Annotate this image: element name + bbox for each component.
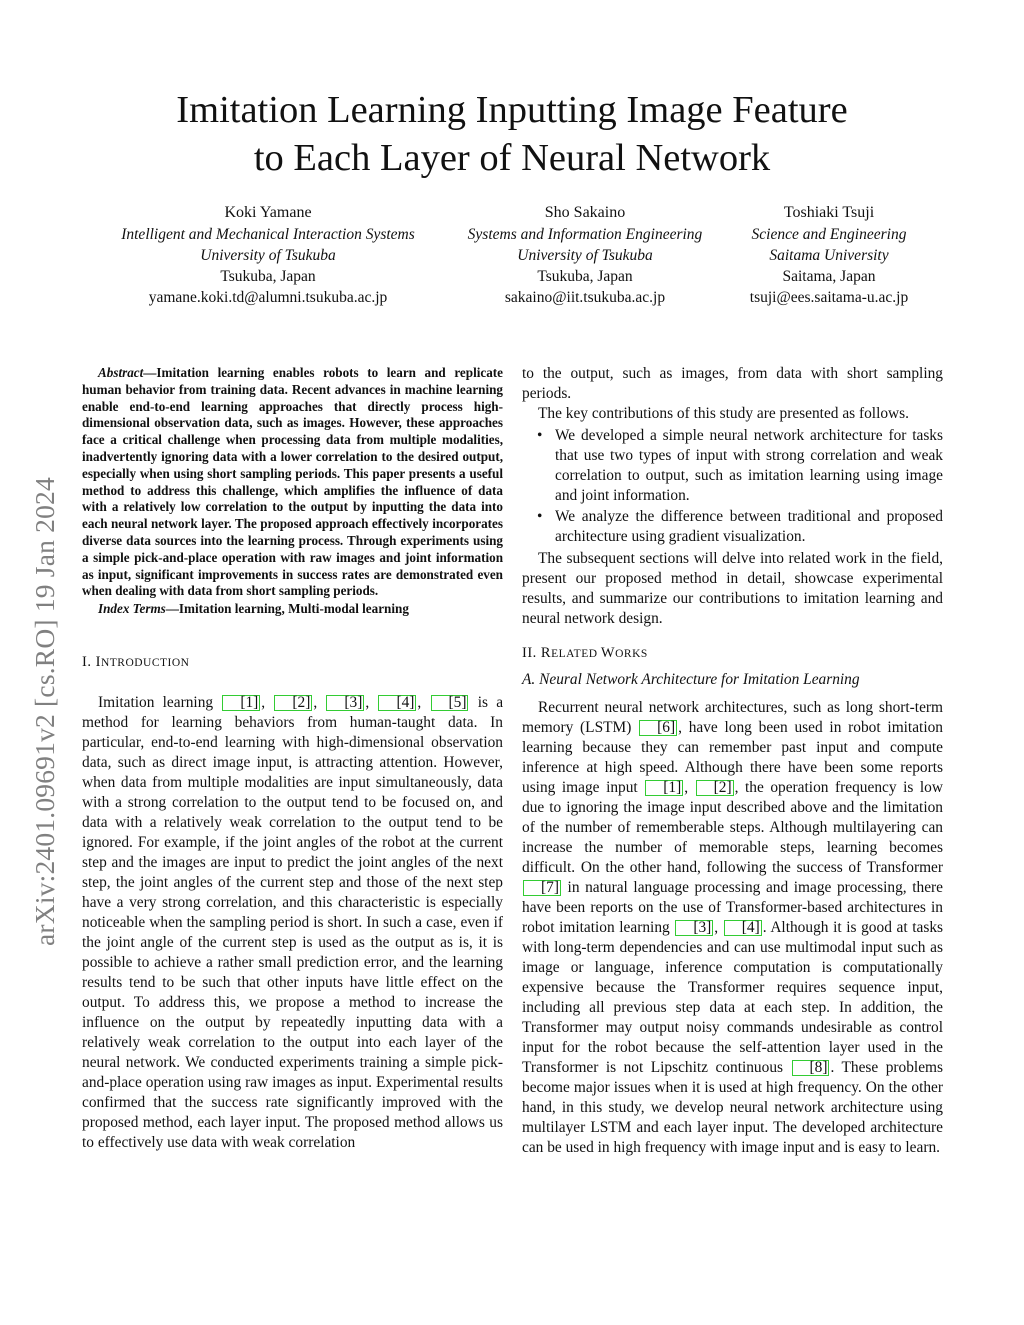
author-email: tsuji@ees.saitama-u.ac.jp: [749, 289, 909, 306]
index-terms-text: —Imitation learning, Multi-modal learning: [165, 601, 409, 617]
related-works-paragraph: Recurrent neural network architectures, such as long short-term memory (LSTM) [6] , have long been used in robot imitation learning because they can remember past input and compute inference at high speed. Although there have been some reports using image input [1] , [2] , the operation frequency is low due to ignoring the image input described above and the limitation of the number of rememberable steps. Although multilayering can increase the number of memorable steps, learning becomes difficult. On the other hand, following the success of Transformer [7] in natural language processing and image processing, there have been reports on the use of Transformer-based architectures in robot imitation learning [3] , [4] . Although it is good at tasks with long-term dependencies and can use multimodal input such as image or language, inference computation is computationally expensive because the Transformer requires sequence input, including all previous step data at each step. In addition, the Transformer may output noisy commands undesirable as control input for the robot because the self-attention layer used in the Transformer is not Lipschitz continuous [8] . These problems become major issues when it is used at high frequency. On the other hand, in this study, we develop neural network architecture using multilayer LSTM and each layer input. The developed architecture can be used in high frequency with image input and is easy to learn.: [522, 699, 944, 1156]
bullet-icon: •: [537, 508, 543, 525]
citation-6[interactable]: [6]: [638, 719, 678, 736]
intro-paragraph-1-continued: to the output, such as images, from data with short sampling periods.: [522, 365, 943, 402]
citation-7[interactable]: [7]: [522, 879, 562, 896]
paper-title-line-1: Imitation Learning Inputting Image Feature: [176, 89, 848, 131]
citation-3[interactable]: [3]: [325, 694, 365, 711]
citation-8[interactable]: [8]: [791, 1059, 831, 1076]
intro-paragraph-1-body: is a method for learning behaviors from human-taught data. In particular, end-to-end learning with high-dimensional observation data, such as direct image input, is attracting attention. However, when data from multiple modalities are input simultaneously, data with a strong correlation to the output tend to be focused on, and data with a relatively weak correlation to the output tend to be ignored. For example, if the joint angles of the robot at the current step and the images are input to predict the joint angles of the next step, the joint angles of the current step and those of the next step have a very strong correlation, and this characteristic is especially noticeable when the sampling period is short. In such a case, even if the joint angle of the current step is used as the output as is, it is possible to achieve a rather small prediction error, and the learning results tend to be such that other inputs have little effect on the output. To address this, we propose a method to increase the influence on the output by repeatedly inputting data with a relatively weak correlation to the output into each layer of the neural network. We conducted experiments training a simple pick-and-place operation using raw images as input. Experimental results confirmed that the success rate significantly improved with the proposed method, each layer input. The proposed method allows us to effectively use data with weak correlation: [82, 693, 504, 1151]
contributions-list: [522, 426, 943, 547]
citation-2[interactable]: [2]: [695, 779, 735, 796]
paper-title: [100, 86, 924, 182]
section-title-rest: NTRODUCTION: [100, 656, 190, 669]
paper-title-line-2: to Each Layer of Neural Network: [253, 137, 771, 179]
citation-4[interactable]: [4]: [377, 694, 417, 711]
right-column: [522, 364, 943, 1158]
section-heading-introduction: [82, 652, 503, 673]
index-terms-label: Index Terms: [98, 601, 166, 617]
section-title-rest: ORKS: [615, 648, 648, 660]
section-number: II.: [522, 645, 541, 661]
abstract-text: —Imitation learning enables robots to learn and replicate human behavior from training data. Recent advances in machine learning enable end-to-end learning approaches that directly process high-dimensional observation data, such as images. However, these approaches face a critical challenge when processing data from multiple modalities, inadvertently ignoring data with a lower correlation to the desired output, especially when using short sampling periods. This paper presents a useful method to address this challenge, which amplifies the influence of data with a relatively low correlation to the output by inputting the data into each neural network layer. The proposed approach effectively incorporates diverse data sources into the learning process. Through experiments using a simple pick-and-place operation with raw images and joint information as input, significant improvements in success rates are demonstrated even when dealing with data from short sampling periods.: [82, 365, 503, 599]
intro-lead: Imitation learning: [98, 693, 222, 711]
author-location: Saitama, Japan: [782, 268, 876, 285]
citation-1[interactable]: [1]: [221, 694, 261, 711]
intro-paragraph-2: The key contributions of this study are presented as follows.: [538, 405, 910, 422]
arxiv-identifier: arXiv:2401.09691v2 [cs.RO] 19 Jan 2024: [29, 477, 60, 946]
author-department: Intelligent and Mechanical Interaction Systems: [121, 226, 415, 243]
subsection-heading: A. Neural Network Architecture for Imitation Learning: [522, 671, 860, 688]
contribution-item: • We developed a simple neural network architecture for tasks that use two types of input with strong correlation and weak correlation to output, such as imitation learning using image and joint information.: [537, 427, 943, 504]
abstract-label: Abstract: [98, 365, 144, 380]
citation-1[interactable]: [1]: [644, 779, 684, 796]
section-heading-related-works: [522, 643, 943, 664]
citation-2[interactable]: [2]: [273, 694, 313, 711]
author-university: University of Tsukuba: [517, 247, 653, 264]
section-title-initial: R: [540, 645, 552, 661]
author-block-2: [448, 202, 722, 308]
intro-paragraph-1: Imitation learning [1] , [2] , [3] , [4] , [5] is a method for learning behaviors from human-taught data. In particular, end-to-end learning with high-dimensional observation data, such as direct image input, is attracting attention. However, when data from multiple modalities are input simultaneously, data with a strong correlation to the output tend to be focused on, and data with a relatively weak correlation to the output tend to be ignored. For example, if the joint angles of the robot at the current step and the images are input to predict the joint angles of the next step, the joint angles of the current step and those of the next step have a very strong correlation, and this characteristic is especially noticeable when the sampling period is short. In such a case, even if the joint angle of the current step is used as the output as is, it is possible to achieve a rather small prediction error, and the learning results tend to be such that other inputs have little effect on the output. To address this, we propose a method to increase the influence on the output by repeatedly inputting data with a relatively weak correlation to the output into each layer of the neural network. We conducted experiments training a simple pick-and-place operation using raw images as input. Experimental results confirmed that the success rate significantly improved with the proposed method, each layer input. The proposed method allows us to effectively use data with weak correlation: [82, 693, 504, 1151]
author-email: sakaino@iit.tsukuba.ac.jp: [504, 289, 666, 306]
intro-paragraph-3: The subsequent sections will delve into related work in the field, present our proposed method in detail, showcase experimental results, and summarize our contributions to imitation learning and neural network design.: [522, 550, 943, 627]
contribution-item: • We analyze the difference between traditional and proposed architecture using gradient visualization.: [537, 508, 943, 545]
author-location: Tsukuba, Japan: [537, 268, 633, 285]
author-block-3: [732, 202, 926, 308]
author-department: Systems and Information Engineering: [467, 226, 703, 243]
author-block-1: [96, 202, 440, 308]
citation-4[interactable]: [4]: [723, 919, 763, 936]
author-name: Koki Yamane: [224, 204, 312, 221]
author-name: Toshiaki Tsuji: [783, 204, 875, 221]
author-location: Tsukuba, Japan: [220, 268, 316, 285]
section-number: I.: [82, 653, 96, 670]
section-title-initial: I: [95, 653, 101, 670]
author-university: Saitama University: [769, 247, 889, 264]
citation-5[interactable]: [5]: [430, 694, 470, 711]
index-terms: [82, 601, 503, 618]
author-name: Sho Sakaino: [544, 204, 626, 221]
author-email: yamane.koki.td@alumni.tsukuba.ac.jp: [148, 289, 388, 306]
abstract: [82, 365, 503, 600]
author-department: Science and Engineering: [751, 226, 907, 243]
section-title-rest: ELATED: [551, 648, 601, 660]
section-title-initial: W: [600, 645, 616, 661]
bullet-icon: •: [537, 427, 543, 444]
left-column: [82, 365, 503, 1153]
citation-3[interactable]: [3]: [674, 919, 714, 936]
author-university: University of Tsukuba: [200, 247, 336, 264]
